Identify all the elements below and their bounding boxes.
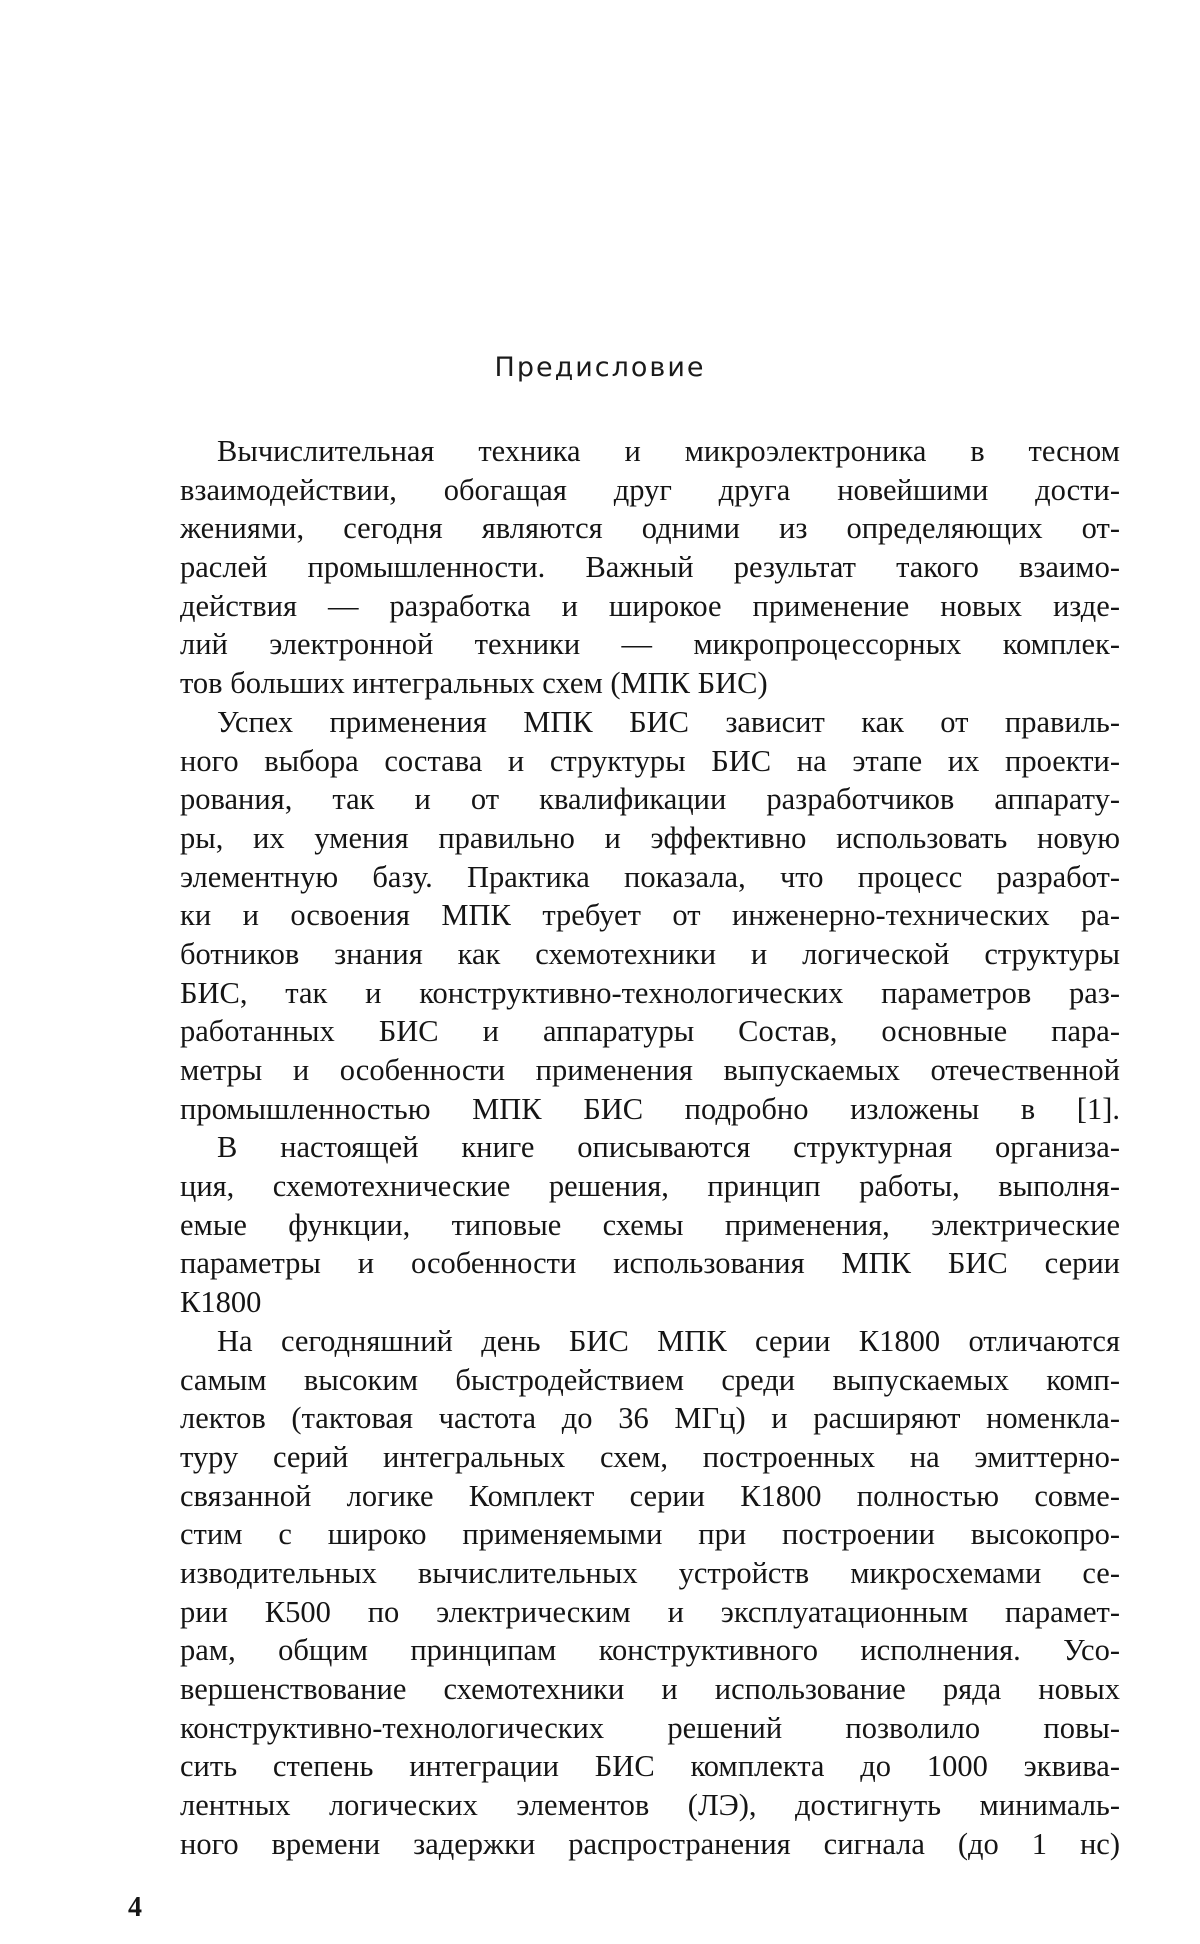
text-line: параметры и особенности использования МПК БИС серии: [180, 1246, 1120, 1281]
text-line: ры, их умения правильно и эффективно использовать новую: [180, 820, 1120, 855]
text-line: сить степень интеграции БИС комплекта до 1000 эквива-: [180, 1749, 1120, 1784]
text-line: рования, так и от квалификации разработчиков аппарату-: [180, 782, 1120, 817]
section-heading: Предисловие: [494, 352, 706, 383]
text-line: лентных логических элементов (ЛЭ), достигнуть минималь-: [180, 1788, 1120, 1823]
text-line: Успех применения МПК БИС зависит как от правиль-: [217, 704, 1120, 739]
text-line: рии К500 по электрическим и эксплуатационным парамет-: [180, 1594, 1120, 1629]
text-line: связанной логике Комплект серии К1800 полностью совме-: [180, 1478, 1120, 1513]
text-line: взаимодействии, обогащая друг друга новейшими дости-: [180, 472, 1120, 507]
text-line: жениями, сегодня являются одними из определяющих от-: [180, 511, 1120, 546]
text-line: лектов (тактовая частота до 36 МГц) и расширяют номенкла-: [180, 1401, 1120, 1436]
text-line: вершенствование схемотехники и использование ряда новых: [180, 1672, 1120, 1706]
text-line: рам, общим принципам конструктивного исполнения. Усо-: [180, 1633, 1120, 1668]
text-line: Вычислительная техника и микроэлектроника в тесном: [217, 434, 1120, 468]
text-line: работанных БИС и аппаратуры Состав, основные пара-: [180, 1014, 1120, 1049]
text-line: ного выбора состава и структуры БИС на этапе их проекти-: [180, 743, 1120, 778]
text-line: БИС, так и конструктивно-технологических параметров раз-: [180, 975, 1120, 1010]
text-line: стим с широко применяемыми при построении высокопро-: [180, 1517, 1120, 1552]
body-text: [180, 432, 1120, 1863]
text-line: лий электронной техники — микропроцессорных комплек-: [180, 627, 1120, 662]
page-number: 4: [128, 1892, 142, 1923]
text-line: элементную базу. Практика показала, что процесс разработ-: [180, 859, 1120, 894]
text-line: самым высоким быстродействием среди выпускаемых комп-: [180, 1362, 1120, 1397]
text-line: метры и особенности применения выпускаемых отечественной: [180, 1053, 1120, 1087]
text-line: В настоящей книге описываются структурная организа-: [217, 1130, 1120, 1165]
text-line: емые функции, типовые схемы применения, электрические: [180, 1207, 1120, 1242]
text-line: туру серий интегральных схем, построенных на эмиттерно-: [180, 1439, 1120, 1474]
text-line: ботников знания как схемотехники и логической структуры: [180, 936, 1120, 971]
text-line: изводительных вычислительных устройств микросхемами се-: [180, 1555, 1120, 1590]
text-line: промышленностью МПК БИС подробно изложены в [1].: [180, 1091, 1120, 1126]
text-line: К1800: [180, 1285, 262, 1320]
text-line: раслей промышленности. Важный результат такого взаимо-: [180, 550, 1120, 585]
text-line: ция, схемотехнические решения, принцип работы, выполня-: [180, 1169, 1120, 1204]
text-line: тов больших интегральных схем (МПК БИС): [180, 666, 768, 701]
text-line: действия — разработка и широкое применение новых изде-: [180, 588, 1120, 623]
text-line: ки и освоения МПК требует от инженерно-технических ра-: [180, 898, 1120, 933]
text-line: ного времени задержки распространения сигнала (до 1 нс): [180, 1826, 1120, 1861]
text-line: На сегодняшний день БИС МПК серии К1800 отличаются: [217, 1323, 1120, 1358]
text-line: конструктивно-технологических решений позволило повы-: [180, 1710, 1120, 1745]
